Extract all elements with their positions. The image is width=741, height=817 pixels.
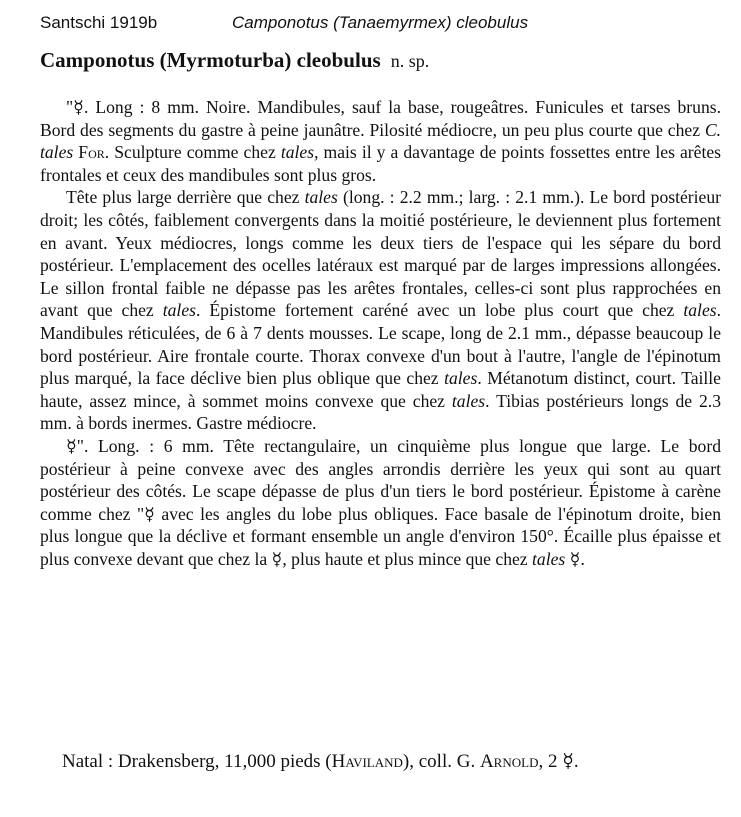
italic-run: tales xyxy=(444,368,478,389)
italic-run: tales xyxy=(683,300,717,321)
page-header xyxy=(40,10,720,36)
original-combination-label: Camponotus (Tanaemyrmex) cleobulus xyxy=(232,13,529,32)
italic-run: tales xyxy=(451,390,486,411)
italic-run: tales xyxy=(304,187,338,208)
citation-label: Santschi 1919b xyxy=(40,13,158,32)
description-paragraph-head: Tête plus large derrière que chez tales (long. : 2.2 mm.; larg. : 2.1 mm.). Le bord postérieur droit; les côtés, faiblement convergents dans la moitié postérieure, le deviennent plus fortement en avant. Yeux médiocres, longs comme les deux tiers de l'espace qui les sépare du bord postérieur. L'emplacement des ocelles latéraux est marqué par de larges impressions allongées. Le sillon frontal faible ne dépasse pas les arêtes frontales, celles-ci sont plus rapprochées en avant que chez tales. Épistome fortement caréné avec un lobe plus court que chez tales. Mandibules réticulées, de 6 à 7 dents mousses. Le scape, long de 2.1 mm., dépasse beaucoup le bord postérieur. Aire frontale courte. Thorax convexe d'un bout à l'autre, l'angle de l'épinotum plus marqué, la face déclive bien plus oblique que chez tales. Métanotum distinct, court. Taille haute, assez mince, à sommet moins convexe que chez tales. Tibias postérieurs longs de 2.3 mm. à bords inermes. Gastre médiocre. xyxy=(40,187,722,434)
species-name: Camponotus (Myrmoturba) cleobulus xyxy=(40,48,381,72)
description-paragraph-worker-minor: ☿". Long. : 6 mm. Tête rectangulaire, un cinquième plus longue que large. Le bord postérieur à peine convexe avec des angles arrondis derrière les yeux qui sont au quart postérieur des côtés. Le scape dépasse de plus d'un tiers le bord postérieur. Épistome à carène comme chez "☿ avec les angles du lobe plus obliques. Face basale de l'épinotum droite, bien plus longue que la déclive et formant ensemble un angle d'environ 150°. Écaille plus épaisse et plus convexe devant que chez la ☿, plus haute et plus mince que chez tales ☿. xyxy=(40,435,721,569)
smallcaps-run: Haviland xyxy=(331,751,403,772)
italic-run: tales xyxy=(532,548,566,569)
italic-run: tales xyxy=(162,300,196,321)
species-status: n. sp. xyxy=(390,51,430,71)
locality-paragraph: Natal : Drakensberg, 11,000 pieds (Haviland), coll. G. Arnold, 2 ☿. xyxy=(62,751,579,772)
smallcaps-run: For xyxy=(78,142,105,163)
italic-run: C. tales xyxy=(40,119,721,163)
description-paragraph-worker-major: "☿. Long : 8 mm. Noire. Mandibules, sauf la base, rougeâtres. Funicules et tarses bruns. Bord des segments du gastre à peine jaunâtre. Pilosité médiocre, un peu plus courte que chez C. tales For. Sculpture comme chez tales, mais il y a davantage de points fossettes entre les arêtes frontales et ceux des mandibules sont plus gros. xyxy=(40,97,721,185)
locality-block xyxy=(40,748,721,776)
description-body xyxy=(40,96,721,570)
italic-run: tales xyxy=(280,142,315,163)
smallcaps-run: Arnold xyxy=(479,751,539,772)
species-title xyxy=(40,46,730,75)
